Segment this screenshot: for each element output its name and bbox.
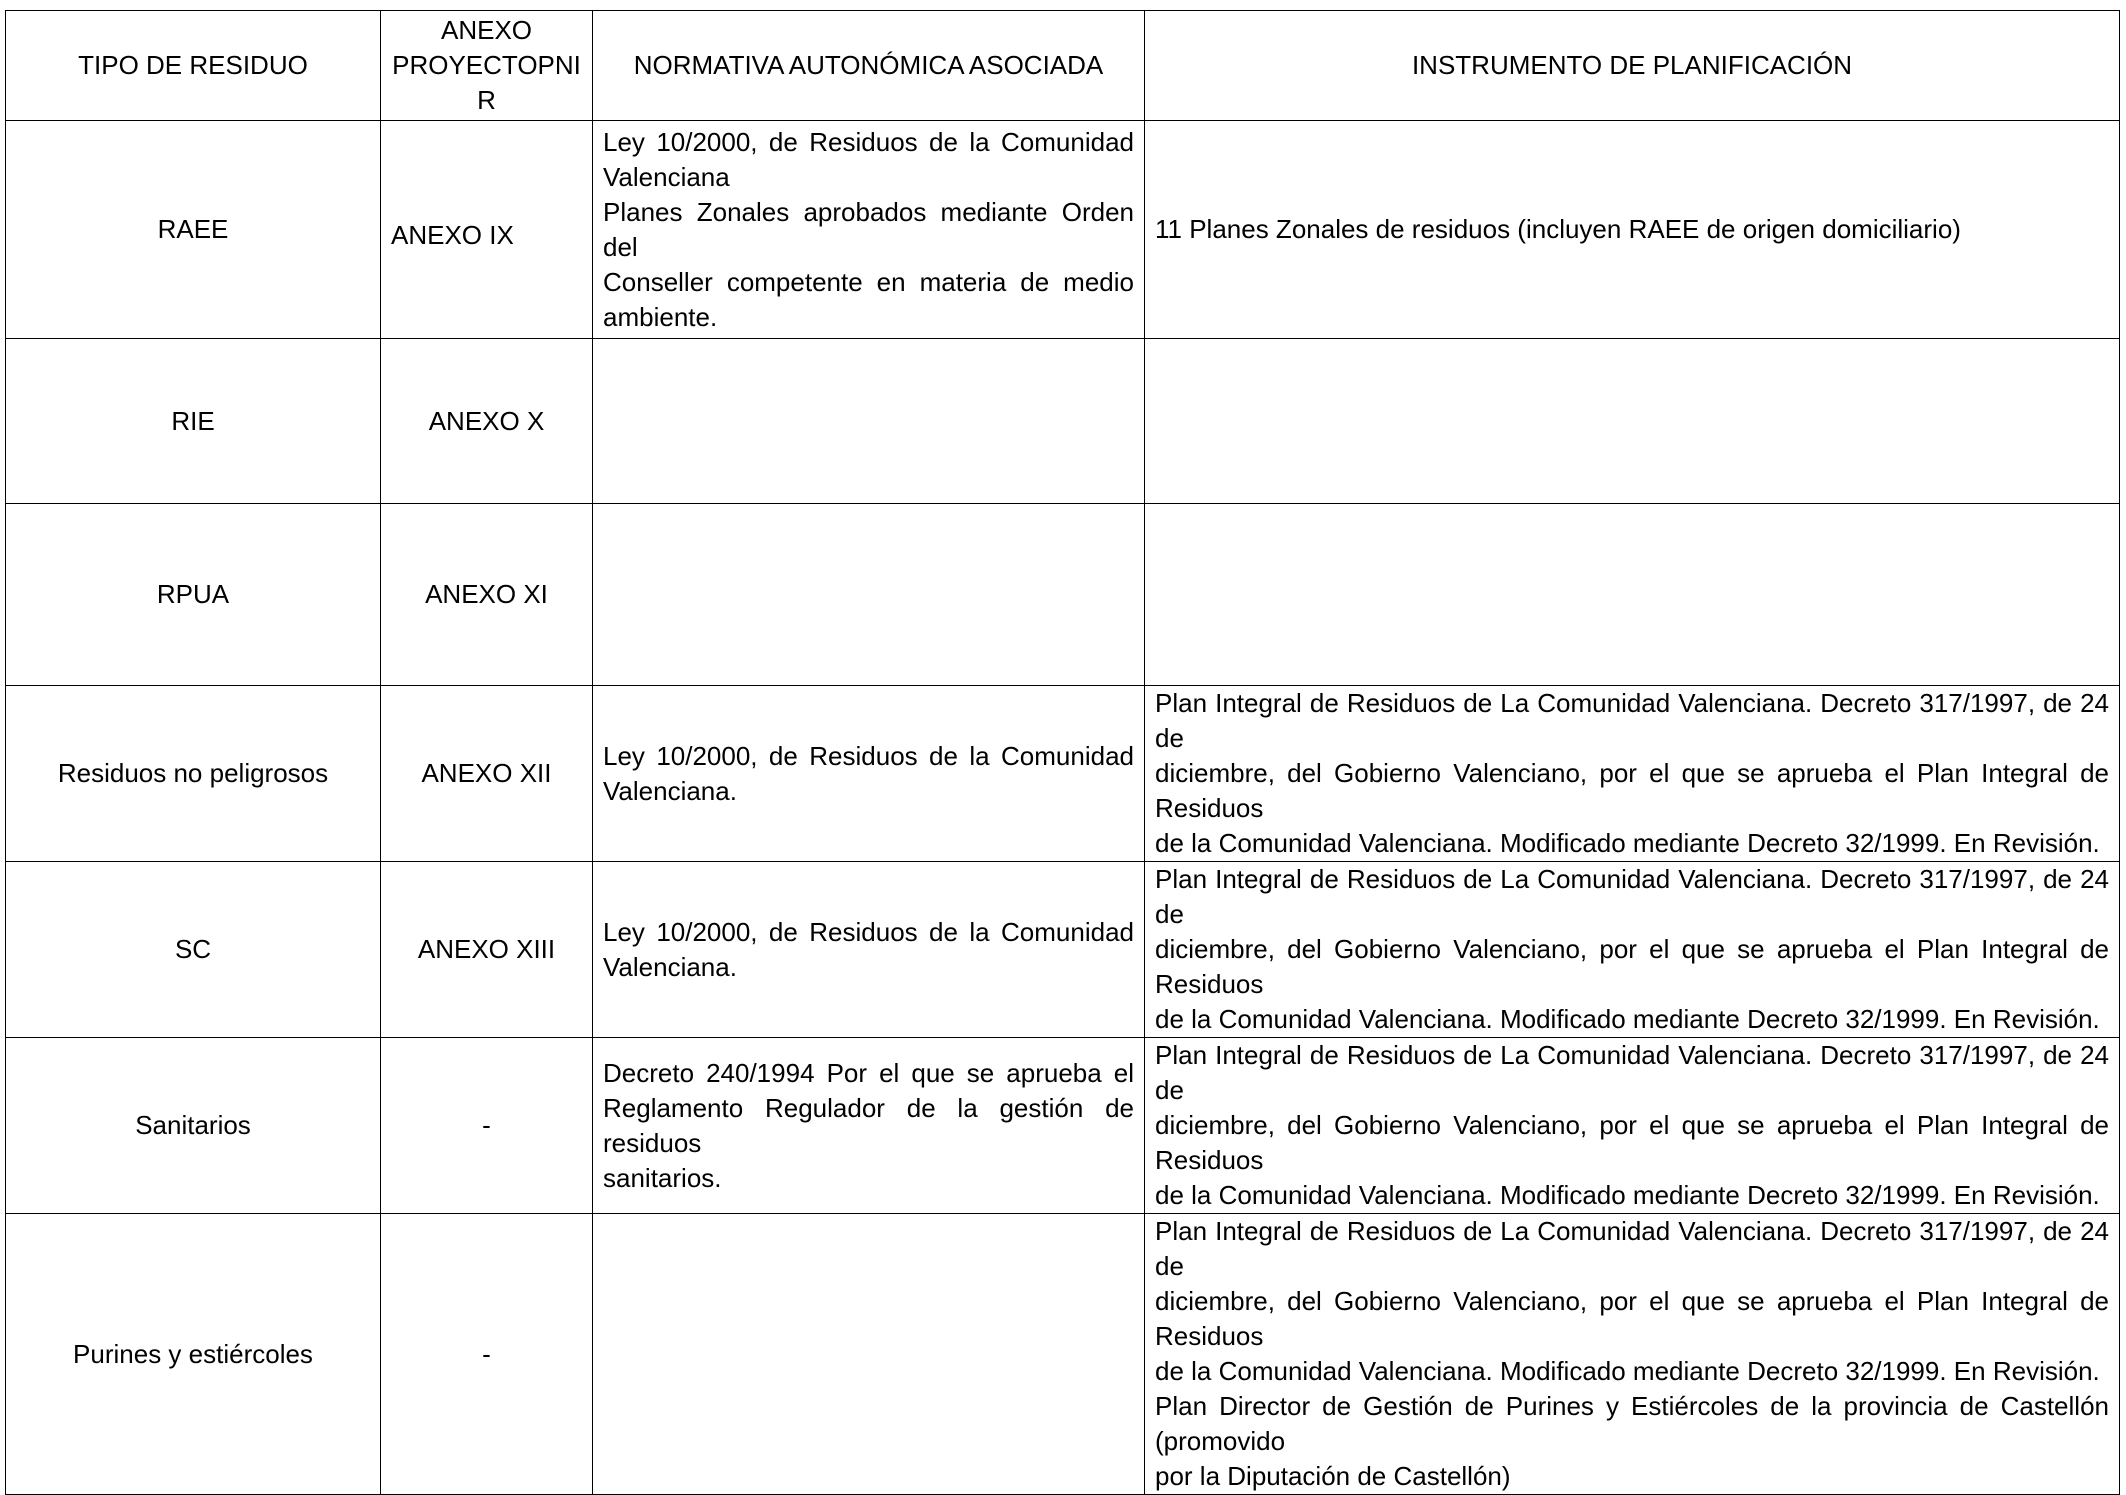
anexo-cell: ANEXO XII [381, 686, 593, 862]
normativa-cell [593, 1038, 1145, 1214]
instrumento-line: 11 Planes Zonales de residuos (incluyen RAEE de origen domiciliario) [1155, 214, 1961, 244]
anexo-cell: ANEXO XIII [381, 862, 593, 1038]
instrumento-line: Plan Integral de Residuos de La Comunidad Valenciana. Decreto 317/1997, de 24 de [1155, 1216, 2109, 1281]
normativa-line: ambiente. [603, 301, 718, 332]
normativa-cell [593, 686, 1145, 862]
instrumento-cell [1145, 121, 2120, 339]
table-row [6, 1038, 2120, 1214]
instrumento-line: diciembre, del Gobierno Valenciano, por el que se aprueba el Plan Integral de Residuos [1155, 758, 2109, 823]
normativa-line: Reglamento Regulador de la gestión de residuos [603, 1092, 1134, 1158]
header-instrumento: INSTRUMENTO DE PLANIFICACIÓN [1145, 11, 2120, 121]
normativa-cell [593, 862, 1145, 1038]
instrumento-cell [1145, 504, 2120, 686]
normativa-line: Valenciana. [603, 775, 737, 806]
normativa-line: sanitarios. [603, 1162, 722, 1193]
normativa-line: Valenciana. [603, 951, 737, 982]
normativa-line: Conseller competente en materia de medio [603, 266, 1134, 297]
anexo-cell: - [381, 1038, 593, 1214]
anexo-cell: ANEXO X [381, 339, 593, 504]
normativa-line: Ley 10/2000, de Residuos de la Comunidad [603, 126, 1134, 157]
table-row [6, 862, 2120, 1038]
instrumento-line: diciembre, del Gobierno Valenciano, por el que se aprueba el Plan Integral de Residuos [1155, 934, 2109, 999]
normativa-cell [593, 339, 1145, 504]
residuos-table [5, 10, 2120, 1495]
tipo-residuo-cell: Purines y estiércoles [6, 1214, 381, 1495]
instrumento-cell [1145, 1038, 2120, 1214]
instrumento-line: de la Comunidad Valenciana. Modificado mediante Decreto 32/1999. En Revisión. [1155, 1180, 2100, 1210]
header-anexo-line: ANEXO [440, 15, 533, 45]
tipo-residuo-cell: RIE [6, 339, 381, 504]
instrumento-line: Plan Integral de Residuos de La Comunidad Valenciana. Decreto 317/1997, de 24 de [1155, 864, 2109, 929]
instrumento-line: por la Diputación de Castellón) [1155, 1461, 1511, 1491]
header-anexo-line: R [477, 85, 496, 115]
normativa-cell [593, 121, 1145, 339]
instrumento-cell [1145, 339, 2120, 504]
tipo-residuo-cell: SC [6, 862, 381, 1038]
table-row [6, 121, 2120, 339]
instrumento-line: de la Comunidad Valenciana. Modificado mediante Decreto 32/1999. En Revisión. [1155, 1004, 2100, 1034]
instrumento-line: diciembre, del Gobierno Valenciano, por el que se aprueba el Plan Integral de Residuos [1155, 1110, 2109, 1175]
header-tipo-residuo: TIPO DE RESIDUO [6, 11, 381, 121]
normativa-line: Planes Zonales aprobados mediante Orden del [603, 196, 1134, 262]
anexo-cell: ANEXO IX [381, 121, 593, 339]
instrumento-line: de la Comunidad Valenciana. Modificado mediante Decreto 32/1999. En Revisión. [1155, 828, 2100, 858]
header-anexo-line: PROYECTOPNI [392, 50, 581, 80]
tipo-residuo-cell: RAEE [6, 121, 381, 339]
header-anexo [381, 11, 593, 121]
instrumento-cell [1145, 1214, 2120, 1495]
table-row [6, 504, 2120, 686]
normativa-line: Ley 10/2000, de Residuos de la Comunidad [603, 916, 1134, 947]
anexo-cell: - [381, 1214, 593, 1495]
header-row [6, 11, 2120, 121]
instrumento-line: diciembre, del Gobierno Valenciano, por el que se aprueba el Plan Integral de Residuos [1155, 1286, 2109, 1351]
tipo-residuo-cell: Sanitarios [6, 1038, 381, 1214]
anexo-cell: ANEXO XI [381, 504, 593, 686]
normativa-line: Valenciana [603, 161, 730, 192]
header-normativa: NORMATIVA AUTONÓMICA ASOCIADA [593, 11, 1145, 121]
normativa-cell [593, 1214, 1145, 1495]
instrumento-line: Plan Integral de Residuos de La Comunidad Valenciana. Decreto 317/1997, de 24 de [1155, 1040, 2109, 1105]
instrumento-cell [1145, 862, 2120, 1038]
tipo-residuo-cell: Residuos no peligrosos [6, 686, 381, 862]
instrumento-line: Plan Director de Gestión de Purines y Estiércoles de la provincia de Castellón (promovido [1155, 1391, 2109, 1456]
normativa-line: Ley 10/2000, de Residuos de la Comunidad [603, 740, 1134, 771]
instrumento-line: Plan Integral de Residuos de La Comunidad Valenciana. Decreto 317/1997, de 24 de [1155, 688, 2109, 753]
table-row [6, 339, 2120, 504]
table-row [6, 686, 2120, 862]
normativa-cell [593, 504, 1145, 686]
table-row [6, 1214, 2120, 1495]
instrumento-cell [1145, 686, 2120, 862]
instrumento-line: de la Comunidad Valenciana. Modificado mediante Decreto 32/1999. En Revisión. [1155, 1356, 2100, 1386]
tipo-residuo-cell: RPUA [6, 504, 381, 686]
normativa-line: Decreto 240/1994 Por el que se aprueba el [603, 1057, 1134, 1088]
